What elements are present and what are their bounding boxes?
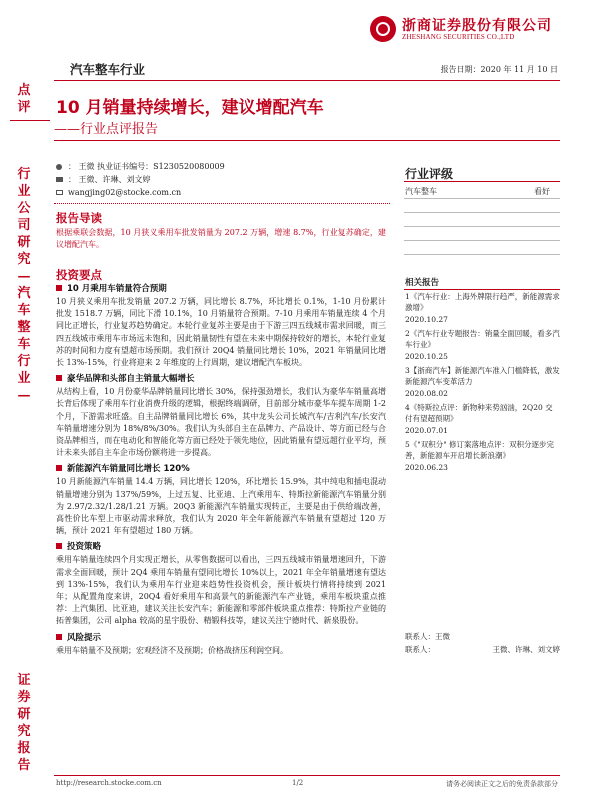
bullet-square	[56, 285, 62, 291]
analyst-line-1: ： 王微 执业证书编号：S1230520080009	[68, 162, 225, 171]
email-icon	[56, 190, 63, 195]
related-date: 2020.10.27	[405, 315, 448, 324]
related-title: 相关报告	[405, 278, 440, 288]
analyst-rule	[54, 203, 390, 204]
section-heading-text: 豪华品牌和头部自主销量大幅增长	[67, 374, 195, 385]
related-date: 2020.10.25	[405, 352, 448, 361]
section-heading	[56, 540, 386, 552]
related-date: 2020.07.01	[405, 426, 448, 435]
related-rule	[404, 289, 560, 290]
report-title: 10 月销量持续增长，建议增配汽车	[56, 98, 324, 118]
report-subtitle: ——行业点评报告	[54, 122, 159, 137]
related-item[interactable]: 4《特斯拉点评：新物种来势汹汹，2Q20 交付有望超预期》	[405, 403, 553, 423]
side-label-bottom: 证券研究报告	[17, 673, 31, 773]
bullet-square	[56, 375, 62, 381]
contact-names: 王微、许琳、刘文婷	[492, 645, 560, 654]
section-heading	[56, 462, 386, 474]
analyst-email[interactable]: wangjing02@stocke.com.cn	[68, 188, 182, 197]
guide-title: 报告导读	[56, 211, 102, 225]
rating-line-2	[404, 212, 560, 213]
rating-line-3	[404, 226, 560, 227]
section-text: 乘用车销量连续四个月实现正增长，从零售数据可以看出，三四五线城市销量增速回升，下游需求全面回暖，预计 2Q4 乘用车销量有望同比增长 10%以上，2021 年全年销量增速有望达到 13%-15%，我们认为乘用车行业迎来趋势性投资机会，预计板块行情将持续到 2021 年；从配置角度来讲，20Q4 看好乘用车和高景气的新能源汽车产业链，乘用车板块重点推荐：上汽集团、比亚迪，建议关注长安汽车；新能源和零部件板块重点推荐：特斯拉产业链的拓普集团，公司 alpha 较高的星宇股份、精锻科技等，建议关注宁德时代、新泉股份。	[56, 555, 386, 626]
section-text: 从结构上看，10 月份豪华品牌销量同比增长 30%，保持强劲增长，我们认为豪华车销量高增长背后体现了乘用车行业消费升级的逻辑，根据终端调研，目前部分城市豪华车提车周期 1-2 个月，下游需求旺盛。自主品牌销量同比增长 6%，其中龙头公司长城汽车/吉利汽车/长安汽车销量增速分别为 18%/8%/30%。我们认为头部自主在品牌力、产品设计、等方面已经与合资品牌相当，而在电动化和智能化等方面已经处于领先地位，因此销量有望远超行业平均，预计未来头部自主车企市场份额将进一步提高。	[56, 387, 386, 458]
rating-title: 行业评级	[405, 167, 454, 181]
section-heading-text: 投资策略	[67, 542, 102, 553]
footer-disclaimer: 请务必阅读正文之后的免责条款部分	[446, 780, 558, 788]
section-text: 10 月新能源汽车销量 14.4 万辆，同比增长 120%，环比增长 15.9%，其中纯电和插电混动销量增速分别为 137%/59%，上过五复、比亚迪、上汽乘用车、特斯拉新能源汽车销量分别为 2.97/2.32/1.28/1.21 万辆。20Q3 新能源汽车销量实现转正，主要是由于供给端改善，高性价比车型上市驱动需求释放，我们认为 2020 年全年新能源汽车销量有望超过 120 万辆，预计 2021 年有望超过 180 万辆。	[56, 477, 386, 536]
footer-rule	[54, 775, 560, 776]
related-item[interactable]: 1《汽车行业：上海外牌限行趋严，新能源需求激增》	[405, 292, 560, 312]
industry-label: 汽车整车行业	[70, 62, 146, 77]
points-title: 投资要点	[56, 268, 102, 282]
report-date: 报告日期：2020 年 11 月 10 日	[440, 65, 558, 74]
bullet-square	[56, 465, 62, 471]
section-heading-text: 风险提示	[67, 632, 102, 643]
company-name-en: ZHESHANG SECURITIES CO.,LTD	[402, 33, 515, 41]
rating-line-4	[404, 240, 560, 241]
side-rule	[10, 120, 50, 121]
section-heading	[56, 372, 386, 384]
related-date: 2020.08.02	[405, 389, 448, 398]
company-name-cn: 浙商证券股份有限公司	[402, 18, 552, 34]
footer-url[interactable]: http://research.stocke.com.cn	[56, 779, 162, 787]
guide-text: 根据乘联会数据，10 月狭义乘用车批发销量为 207.2 万辆，增速 8.7%，行业复苏确定，建议增配汽车。	[56, 228, 386, 250]
contact-label-1: 联系人：王微	[405, 632, 450, 641]
title-rule	[54, 140, 560, 141]
rating-line-5	[404, 254, 560, 255]
company-logo	[370, 16, 396, 42]
points-body	[56, 279, 386, 657]
section-text: 10 月狭义乘用车批发销量 207.2 万辆，同比增长 8.7%，环比增长 0.1%，1-10 月份累计批发 1518.7 万辆，同比下滑 10.1%，10 月销量符合预期。7-10 月乘用车销量连续 4 个月同比正增长，行业复苏趋势确定。本轮行业复苏主要是由于下游三四五线城市需求回暖，而三四五线城市乘用车市场远未饱和，因此销量韧性有望在未来中期保持较好的增长，本轮行业复苏的时间和力度有望超市场预期。我们预计 20Q4 销量同比增长 10%，2021 年销量同比增长 13%-15%，行业将迎来 2 年维度的上行周期，建议增配汽车板块。	[56, 297, 386, 368]
related-item[interactable]: 3【浙商汽车】新能源汽车准入门槛降低，激发新能源汽车变革活力	[405, 366, 560, 386]
related-item[interactable]: 2《汽车行业专题报告：销量全面回暖，看多汽车行业》	[405, 329, 560, 349]
bullet-square	[56, 543, 62, 549]
section-heading-text: 10 月乘用车销量符合预期	[67, 284, 167, 294]
header-rule	[54, 80, 560, 81]
related-list	[405, 291, 560, 476]
section-heading	[56, 282, 386, 294]
analyst-icon	[56, 164, 62, 170]
rating-value: 看好	[534, 187, 550, 196]
contact-block	[405, 630, 560, 656]
contact-label-2: 联系人：	[405, 645, 435, 654]
analyst-line-2: ： 王微、许琳、刘文婷	[68, 175, 151, 184]
rating-sector: 汽车整车	[405, 187, 437, 196]
side-label-top: 点评	[17, 83, 31, 115]
phone-icon	[56, 177, 63, 182]
rating-line-1	[404, 198, 560, 199]
related-date: 2020.06.23	[405, 463, 448, 472]
side-label-middle: 行业公司研究—汽车整车行业—	[17, 167, 31, 403]
related-item[interactable]: 5《"双积分" 修订案落地点评：双积分逐步完善，新能源车开启增长新浪潮》	[405, 440, 555, 460]
section-heading-text: 新能源汽车销量同比增长 120%	[67, 464, 190, 475]
rating-rule	[404, 181, 560, 182]
section-heading	[56, 631, 386, 643]
analyst-block	[56, 160, 225, 199]
section-text: 乘用车销量不及预期；宏观经济不及预期；价格战挤压利润空间。	[56, 645, 288, 655]
bullet-square	[56, 634, 62, 640]
footer-page: 1/2	[292, 779, 304, 787]
